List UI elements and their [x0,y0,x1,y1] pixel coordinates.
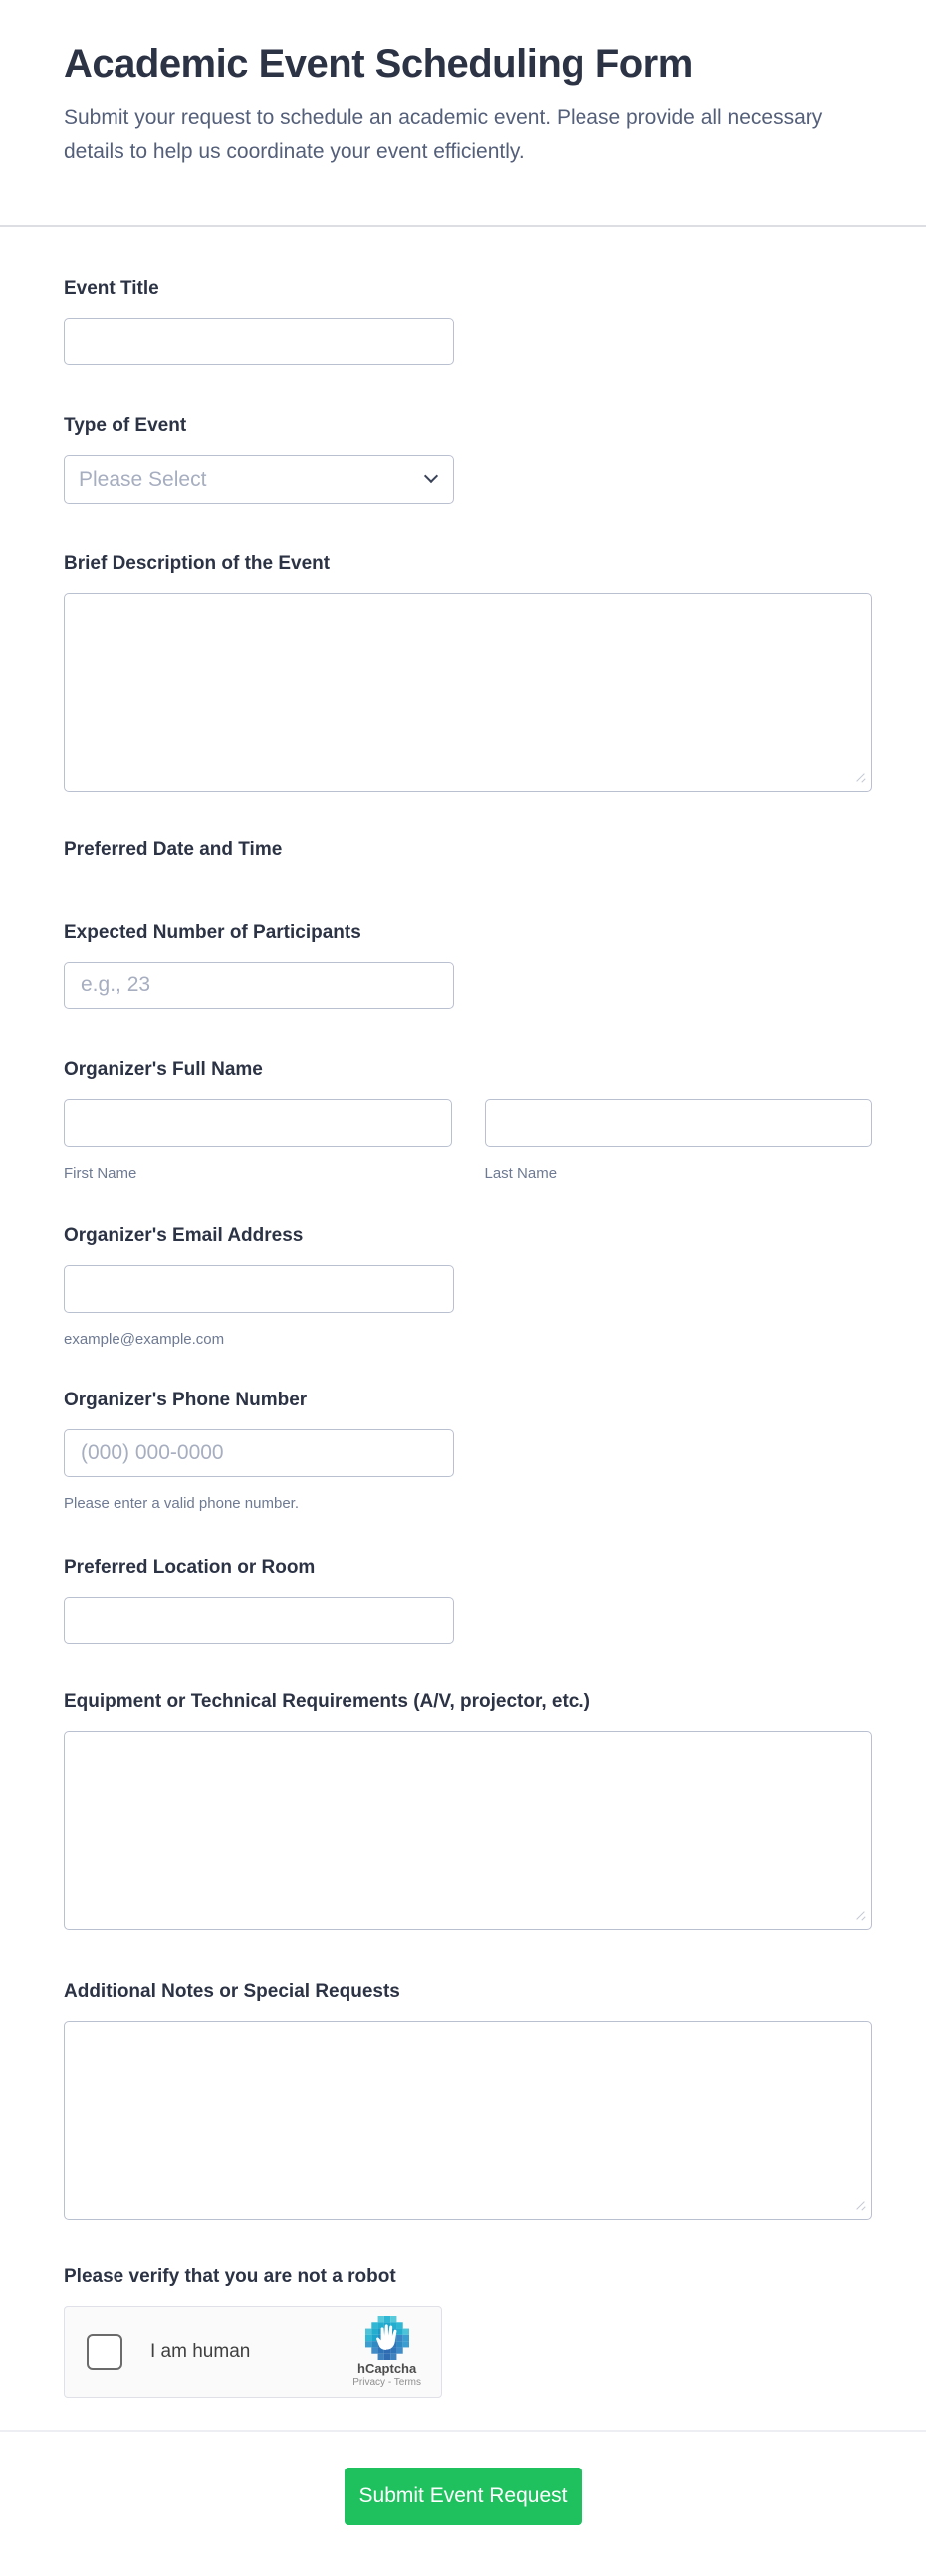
field-location [64,1556,872,1644]
page-title: Academic Event Scheduling Form [64,42,693,86]
page-subtitle: Submit your request to schedule an academic event. Please provide all necessary details to help us coordinate your event efficiently. [64,107,823,163]
name-inputs-row [64,1099,872,1147]
phone-label: Organizer's Phone Number [64,1390,308,1410]
captcha-label: Please verify that you are not a robot [64,2266,396,2287]
hcaptcha-links [352,2377,421,2388]
form-header [0,0,926,227]
notes-label: Additional Notes or Special Requests [64,1981,400,2002]
last-name-sublabel: Last Name [484,1165,558,1181]
event-type-select-wrap [64,455,454,504]
description-textarea-wrap [64,593,872,792]
participants-input[interactable] [64,962,454,1009]
notes-textarea-wrap [64,2021,872,2220]
first-name-sublabel: First Name [64,1165,137,1181]
hcaptcha-brand-name: hCaptcha [357,2361,417,2376]
equipment-textarea[interactable] [64,1731,872,1930]
hcaptcha-brand-block [352,2316,421,2388]
submit-button[interactable]: Submit Event Request [345,2468,582,2525]
field-email [64,1224,872,1349]
field-equipment [64,1690,872,1930]
location-label: Preferred Location or Room [64,1557,316,1578]
description-textarea[interactable] [64,593,872,792]
participants-label: Expected Number of Participants [64,922,361,943]
first-name-input[interactable] [64,1099,452,1147]
description-label: Brief Description of the Event [64,553,331,574]
form-body [0,227,926,2398]
phone-sublabel: Please enter a valid phone number. [64,1495,299,1512]
field-notes [64,1980,872,2220]
hcaptcha-logo-icon [365,2316,409,2360]
field-phone [64,1389,872,1513]
datetime-label: Preferred Date and Time [64,839,283,860]
location-input[interactable] [64,1597,454,1644]
event-type-label: Type of Event [64,415,187,436]
resize-grip-icon[interactable] [855,2200,867,2212]
field-event-type [64,414,872,504]
submit-row [0,2432,926,2576]
field-participants [64,921,872,1009]
organizer-name-label: Organizer's Full Name [64,1059,263,1080]
field-event-title [64,277,872,365]
event-type-select[interactable] [64,455,454,504]
phone-input[interactable] [64,1429,454,1477]
field-captcha [64,2265,872,2398]
last-name-input[interactable] [485,1099,873,1147]
field-datetime [64,838,872,861]
name-sublabels-row [64,1165,872,1182]
links-separator: - [385,2377,394,2388]
resize-grip-icon[interactable] [855,1910,867,1922]
equipment-label: Equipment or Technical Requirements (A/V, projector, etc.) [64,1691,590,1712]
email-label: Organizer's Email Address [64,1225,304,1246]
email-input[interactable] [64,1265,454,1313]
privacy-link[interactable]: Privacy [352,2377,386,2388]
email-sublabel: example@example.com [64,1331,225,1348]
hcaptcha-widget [64,2306,442,2398]
captcha-checkbox[interactable] [87,2334,122,2370]
field-organizer-name [64,1058,872,1182]
terms-link[interactable]: Terms [393,2377,421,2388]
field-description [64,552,872,792]
event-title-label: Event Title [64,278,159,299]
notes-textarea[interactable] [64,2021,872,2220]
captcha-checkbox-label: I am human [150,2341,251,2362]
equipment-textarea-wrap [64,1731,872,1930]
event-title-input[interactable] [64,318,454,365]
resize-grip-icon[interactable] [855,772,867,784]
